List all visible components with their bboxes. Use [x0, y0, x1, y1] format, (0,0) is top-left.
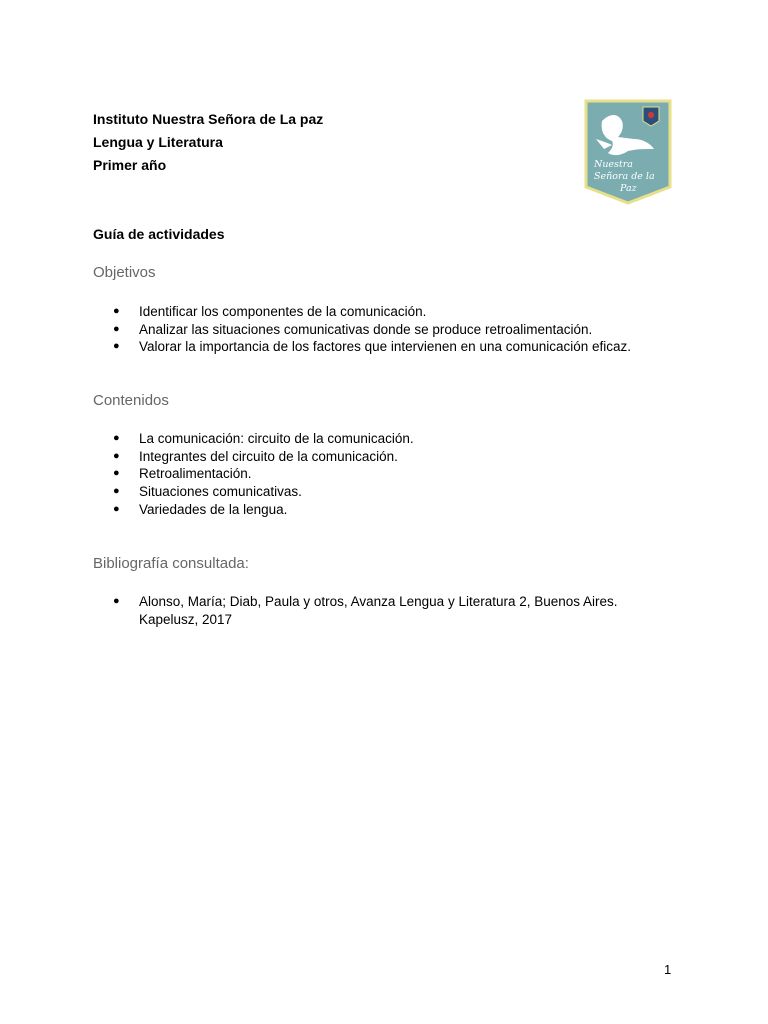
list-item-text: Situaciones comunicativas.: [139, 484, 302, 500]
bibliografia-list: [93, 593, 663, 628]
list-item: [93, 338, 693, 356]
logo-text-line2: Señora de la: [594, 171, 655, 182]
list-item: [93, 483, 693, 501]
logo-text-line3: Paz: [620, 183, 637, 194]
list-item-text: Identificar los componentes de la comunicación.: [139, 304, 427, 319]
bullet-icon: ●: [113, 449, 120, 462]
list-item-text: Variedades de la lengua.: [139, 501, 288, 517]
list-item: [93, 501, 693, 519]
list-item-text: La comunicación: circuito de la comunicación.: [139, 431, 414, 446]
bullet-icon: ●: [113, 305, 120, 317]
list-item-text: Retroalimentación.: [139, 466, 252, 482]
section-title-bibliografia: Bibliografía consultada:: [93, 555, 249, 572]
bullet-icon: ●: [113, 485, 120, 498]
page-number: 1: [664, 962, 672, 977]
section-title-objetivos: Objetivos: [93, 264, 156, 281]
list-item: [93, 593, 663, 628]
logo-text-line1: Nuestra: [594, 159, 633, 170]
contenidos-list: [93, 430, 693, 519]
section-title-contenidos: Contenidos: [93, 392, 169, 409]
bullet-icon: ●: [113, 340, 120, 353]
list-item: [93, 303, 693, 321]
guide-title: Guía de actividades: [93, 226, 225, 242]
list-item: [93, 430, 693, 448]
list-item: [93, 321, 693, 339]
subject-name: Lengua y Literatura: [93, 134, 223, 150]
list-item-text: Valorar la importancia de los factores que intervienen en una comunicación eficaz.: [139, 339, 632, 355]
bullet-icon: ●: [113, 595, 120, 607]
list-item-text: Alonso, María; Diab, Paula y otros, Avanza Lengua y Literatura 2, Buenos Aires. Kapelusz, 2017: [139, 594, 618, 627]
school-logo: [584, 99, 672, 205]
bullet-icon: ●: [113, 432, 120, 444]
institution-name: Instituto Nuestra Señora de La paz: [93, 111, 324, 127]
list-item-text: Analizar las situaciones comunicativas donde se produce retroalimentación.: [139, 321, 593, 337]
list-item: [93, 448, 693, 466]
school-year: Primer año: [93, 157, 167, 173]
bullet-icon: ●: [113, 502, 120, 515]
bullet-icon: ●: [113, 467, 120, 480]
school-crest-image: [584, 99, 672, 205]
bullet-icon: ●: [113, 322, 120, 335]
list-item-text: Integrantes del circuito de la comunicación.: [139, 448, 398, 464]
objetivos-list: [93, 303, 693, 356]
list-item: [93, 465, 693, 483]
